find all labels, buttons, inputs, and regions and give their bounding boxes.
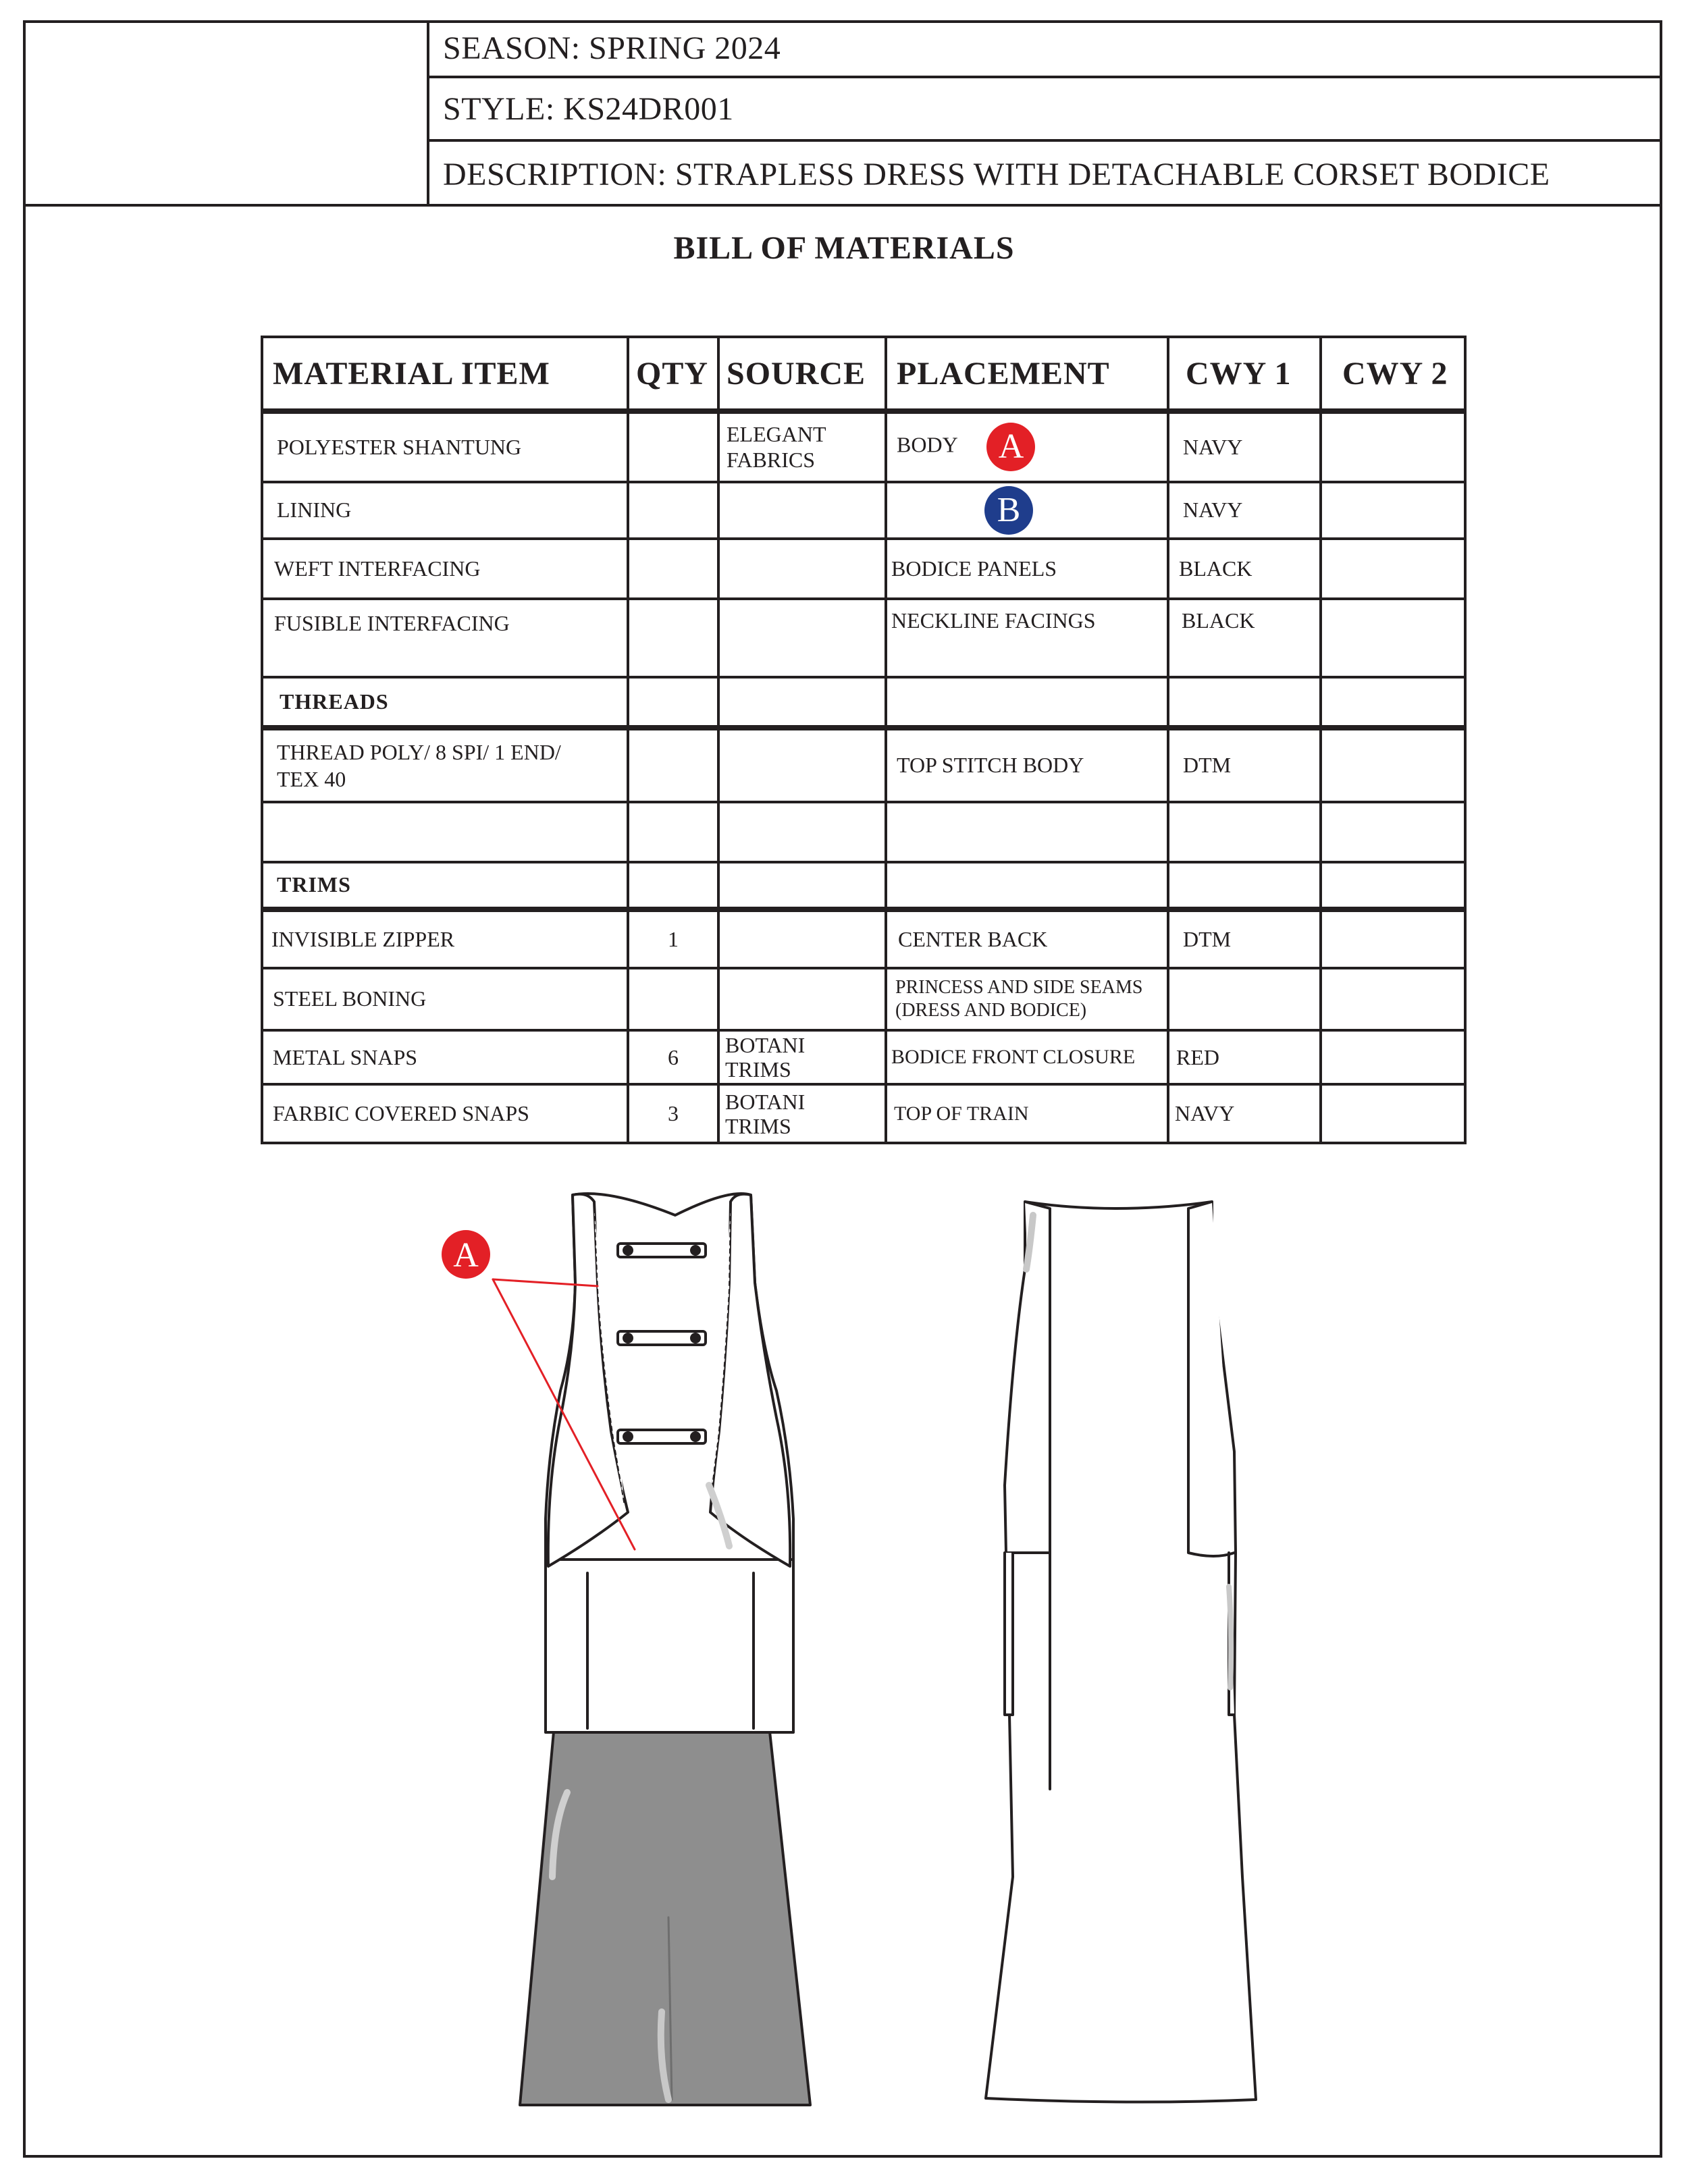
cwy1-cell: DTM <box>1168 728 1321 803</box>
table-row <box>262 728 1465 803</box>
col-header-placement: PLACEMENT <box>886 337 1168 411</box>
cwy2-cell <box>1321 411 1465 482</box>
item-cell: THREAD POLY/ 8 SPI/ 1 END/ TEX 40 <box>262 728 628 803</box>
season-field: SEASON: SPRING 2024 <box>429 20 1662 78</box>
col-header-cwy2: CWY 2 <box>1321 337 1465 411</box>
cwy1-cell <box>1168 968 1321 1031</box>
table-row <box>262 599 1465 678</box>
empty-cell <box>886 802 1168 861</box>
table-row <box>262 968 1465 1031</box>
item-cell: INVISIBLE ZIPPER <box>262 909 628 967</box>
qty-cell <box>628 599 718 678</box>
cwy1-cell: DTM <box>1168 909 1321 967</box>
placement-cell: NECKLINE FACINGS <box>886 599 1168 678</box>
section-label-threads: THREADS <box>262 677 628 727</box>
placement-cell <box>886 482 1168 539</box>
empty-cell <box>628 862 718 909</box>
cwy1-cell: BLACK <box>1168 539 1321 598</box>
cwy1-cell: BLACK <box>1168 599 1321 678</box>
cwy2-cell <box>1321 482 1465 539</box>
item-cell: METAL SNAPS <box>262 1030 628 1084</box>
source-cell <box>718 728 886 803</box>
empty-cell <box>628 802 718 861</box>
cwy1-cell: NAVY <box>1168 1084 1321 1143</box>
logo-box <box>23 20 429 207</box>
garment-sketch <box>0 1161 1688 2120</box>
empty-cell <box>886 677 1168 727</box>
empty-cell <box>718 802 886 861</box>
source-cell <box>718 968 886 1031</box>
cwy1-cell: NAVY <box>1168 411 1321 482</box>
cwy2-cell <box>1321 1030 1465 1084</box>
cwy1-cell: RED <box>1168 1030 1321 1084</box>
section-row-threads <box>262 677 1465 727</box>
cwy2-cell <box>1321 1084 1465 1143</box>
table-row <box>262 909 1465 967</box>
cwy2-cell <box>1321 728 1465 803</box>
qty-cell: 3 <box>628 1084 718 1143</box>
placement-cell: CENTER BACK <box>886 909 1168 967</box>
empty-cell <box>718 677 886 727</box>
table-row <box>262 539 1465 598</box>
table-row <box>262 1030 1465 1084</box>
item-cell: POLYESTER SHANTUNG <box>262 411 628 482</box>
section-label-trims: TRIMS <box>262 862 628 909</box>
empty-cell <box>1168 677 1321 727</box>
empty-cell <box>1321 677 1465 727</box>
item-cell: STEEL BONING <box>262 968 628 1031</box>
qty-cell <box>628 968 718 1031</box>
table-row-empty <box>262 802 1465 861</box>
section-row-trims <box>262 862 1465 909</box>
back-dress <box>986 1202 1256 2102</box>
style-field: STYLE: KS24DR001 <box>429 78 1662 142</box>
callout-a-label: A <box>453 1236 479 1275</box>
source-cell <box>718 539 886 598</box>
cwy2-cell <box>1321 909 1465 967</box>
cwy2-cell <box>1321 599 1465 678</box>
qty-cell <box>628 728 718 803</box>
item-cell: FUSIBLE INTERFACING <box>262 599 628 678</box>
placement-cell: BODICE PANELS <box>886 539 1168 598</box>
qty-cell: 6 <box>628 1030 718 1084</box>
item-cell: FARBIC COVERED SNAPS <box>262 1084 628 1143</box>
qty-cell: 1 <box>628 909 718 967</box>
source-cell: BOTANI TRIMS <box>718 1030 886 1084</box>
qty-cell <box>628 539 718 598</box>
placement-cell: TOP STITCH BODY <box>886 728 1168 803</box>
placement-cell: PRINCESS AND SIDE SEAMS (DRESS AND BODICE) <box>886 968 1168 1031</box>
item-cell: WEFT INTERFACING <box>262 539 628 598</box>
source-cell <box>718 599 886 678</box>
empty-cell <box>262 802 628 861</box>
table-row <box>262 1084 1465 1143</box>
item-cell: LINING <box>262 482 628 539</box>
empty-cell <box>1321 862 1465 909</box>
empty-cell <box>1168 802 1321 861</box>
empty-cell <box>1321 802 1465 861</box>
description-field: DESCRIPTION: STRAPLESS DRESS WITH DETACHABLE CORSET BODICE <box>443 156 1550 192</box>
callout-badge-a: A <box>986 423 1035 471</box>
placement-cell: BODICE FRONT CLOSURE <box>886 1030 1168 1084</box>
empty-cell <box>1168 862 1321 909</box>
bom-title: BILL OF MATERIALS <box>673 230 1015 266</box>
bom-table <box>261 336 1467 1144</box>
cwy2-cell <box>1321 539 1465 598</box>
cwy2-cell <box>1321 968 1465 1031</box>
placement-cell <box>886 411 1168 482</box>
source-cell <box>718 909 886 967</box>
qty-cell <box>628 482 718 539</box>
table-header-row <box>262 337 1465 411</box>
source-cell: ELEGANT FABRICS <box>718 411 886 482</box>
col-header-material-item: MATERIAL ITEM <box>262 337 628 411</box>
table-row <box>262 482 1465 539</box>
col-header-source: SOURCE <box>718 337 886 411</box>
table-row <box>262 411 1465 482</box>
front-train <box>520 1732 810 2105</box>
source-cell: BOTANI TRIMS <box>718 1084 886 1143</box>
col-header-cwy1: CWY 1 <box>1168 337 1321 411</box>
col-header-qty: QTY <box>628 337 718 411</box>
empty-cell <box>628 677 718 727</box>
callout-badge-b: B <box>984 486 1033 535</box>
qty-cell <box>628 411 718 482</box>
empty-cell <box>886 862 1168 909</box>
placement-cell: TOP OF TRAIN <box>886 1084 1168 1143</box>
cwy1-cell: NAVY <box>1168 482 1321 539</box>
source-cell <box>718 482 886 539</box>
empty-cell <box>718 862 886 909</box>
placement-text: BODY <box>897 432 957 457</box>
header-divider <box>23 204 1662 207</box>
